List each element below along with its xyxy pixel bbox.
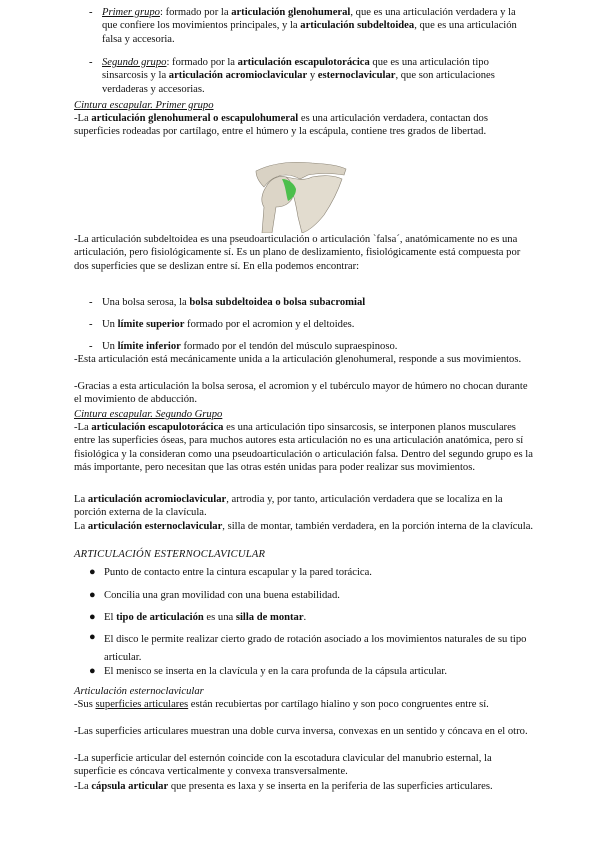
term-segundo-grupo: Segundo grupo <box>102 57 167 68</box>
text-run: es una <box>203 612 236 623</box>
paragraph: -La articulación subdeltoidea es una pseudoarticulación o articulación `falsa´, anatómicamente no es una articulación, pero fisiológicamente sí. Es un plano de deslizamiento, fisiológicamente está compuesta por dos superficies que se deslizan entre sí. En ella podemos encontrar: <box>74 234 521 272</box>
term: articulación glenohumeral <box>231 7 351 18</box>
paragraph <box>74 520 534 533</box>
text-run: formado por el acromion y el deltoides. <box>184 319 355 330</box>
paragraph: -Esta articulación está mecánicamente unida a la articulación glenohumeral, responde a sus movimientos. <box>74 354 522 365</box>
text-run: : formado por la <box>166 57 238 68</box>
text-run: formado por el tendón del músculo supraespinoso. <box>180 341 398 352</box>
paragraph: -La superficie articular del esternón coincide con la escotadura clavicular del manubrio esternal, la superficie es cóncava verticalmente y convexa transversalmente. <box>74 753 492 778</box>
text-run: que es una articulación tipo sinsarcosis y la <box>102 57 489 82</box>
text-run: , silla de montar, también verdadera, en la porción interna de la clavícula. <box>222 521 534 532</box>
text-run: es una articulación verdadera, contactan dos superficies rodeadas por cartílago, entre el húmero y la escápula, contiene tres grados de libertad. <box>74 113 488 138</box>
text-run: que presenta es laxa y se inserta en la periferia de las superficies articulares. <box>168 781 493 792</box>
section-heading-esternoclavicular: ARTICULACIÓN ESTERNOCLAVICULAR <box>74 549 266 560</box>
dash-marker: - <box>89 341 93 352</box>
text-run: . <box>303 612 307 623</box>
text-run: están recubiertas por cartílago hialino y son poco congruentes entre sí. <box>188 699 489 710</box>
paragraph <box>74 493 534 520</box>
list-item-text <box>102 56 522 96</box>
dash-marker: - <box>89 7 93 18</box>
text-run: Un <box>102 341 118 352</box>
term: articulación acromioclavicular <box>87 494 227 505</box>
text-run: -Sus <box>74 699 96 710</box>
bullet-icon: ● <box>89 665 96 677</box>
term: articulación esternoclavicular <box>87 521 223 532</box>
text-run: -La <box>74 781 92 792</box>
bullet-icon: ● <box>89 611 96 623</box>
shoulder-illustration <box>252 157 348 233</box>
paragraph <box>74 421 534 475</box>
bullet-text: El menisco se inserta en la clavícula y en la cara profunda de la cápsula articular. <box>104 666 447 677</box>
text-run: y <box>307 70 318 82</box>
list-item-text <box>102 318 522 331</box>
term: cápsula articular <box>91 781 169 792</box>
list-item-text <box>102 340 522 353</box>
text-run: -La <box>74 422 92 433</box>
term: tipo de articulación <box>116 612 204 623</box>
bullet-text <box>104 611 529 624</box>
text-run: , artrodia y, por tanto, articulación verdadera que se localiza en la porción externa de la clavícula. <box>74 494 503 519</box>
paragraph <box>74 780 534 793</box>
text-run: La <box>74 494 88 505</box>
bullet-icon: ● <box>89 631 96 643</box>
bullet-text: Concilia una gran movilidad con una buena estabilidad. <box>104 590 340 601</box>
term: articulación glenohumeral o escapulohumeral <box>91 113 299 124</box>
dash-marker: - <box>89 297 93 308</box>
text-run: es una articulación tipo sinsarcosis, se interponen planos musculares entre las superficies óseas, para muchos autores esta articulación no es una articulación anatómica, pero sí fisiológica y la consideran como una pseudoarticulación o articulación falsa. Dentro del segundo grupo es la más importante, pero necesitan que las otras estén unidas para poder realizar sus movimientos. <box>74 422 533 474</box>
text-run: : formado por la <box>159 7 232 18</box>
term: articulación subdeltoidea <box>300 20 415 32</box>
scapula <box>286 176 342 233</box>
term: límite inferior <box>117 341 181 352</box>
list-item-text <box>102 6 522 46</box>
section-heading-segundo-grupo: Cintura escapular. Segundo Grupo <box>74 409 223 420</box>
text-run: El <box>104 612 117 623</box>
paragraph <box>74 698 534 711</box>
text-run: Una bolsa serosa, la <box>102 297 190 308</box>
term: bolsa subdeltoidea o bolsa subacromial <box>189 297 366 308</box>
bullet-icon: ● <box>89 589 96 601</box>
paragraph: -Las superficies articulares muestran una doble curva inversa, convexas en un sentido y cóncava en el otro. <box>74 726 528 737</box>
paragraph: -Gracias a esta articulación la bolsa serosa, el acromion y el tubérculo mayor de húmero no chocan durante el movimiento de abducción. <box>74 381 528 406</box>
term: superficies articulares <box>95 699 189 710</box>
text-run: , que son articulaciones verdaderas y accesorias. <box>102 70 495 95</box>
section-heading-articulacion: Articulación esternoclavicular <box>74 686 204 697</box>
text-run: -La <box>74 113 92 124</box>
term: articulación escapulotorácica <box>237 57 370 68</box>
section-heading-primer-grupo: Cintura escapular. Primer grupo <box>74 100 214 111</box>
term: silla de montar <box>235 612 304 623</box>
text-run: Un <box>102 319 118 330</box>
term: límite superior <box>117 319 185 330</box>
term-primer-grupo: Primer grupo <box>102 7 160 18</box>
dash-marker: - <box>89 57 93 68</box>
text-run: La <box>74 521 88 532</box>
paragraph <box>74 112 534 139</box>
list-item-text <box>102 296 522 309</box>
dash-marker: - <box>89 319 93 330</box>
bullet-text: Punto de contacto entre la cintura escapular y la pared torácica. <box>104 567 372 578</box>
text-run: , que es una articulación falsa y accesoria. <box>102 20 517 45</box>
term: articulación escapulotorácica <box>91 422 224 433</box>
bullet-text: El disco le permite realizar cierto grado de rotación asociado a los movimientos naturales de su tipo articular. <box>104 634 527 663</box>
text-run: , que es una articulación verdadera y la que confiere los movimientos principales, y la <box>102 7 516 32</box>
term: articulación acromioclavicular <box>168 70 308 82</box>
bullet-icon: ● <box>89 566 96 578</box>
term: esternoclavicular <box>317 70 396 82</box>
